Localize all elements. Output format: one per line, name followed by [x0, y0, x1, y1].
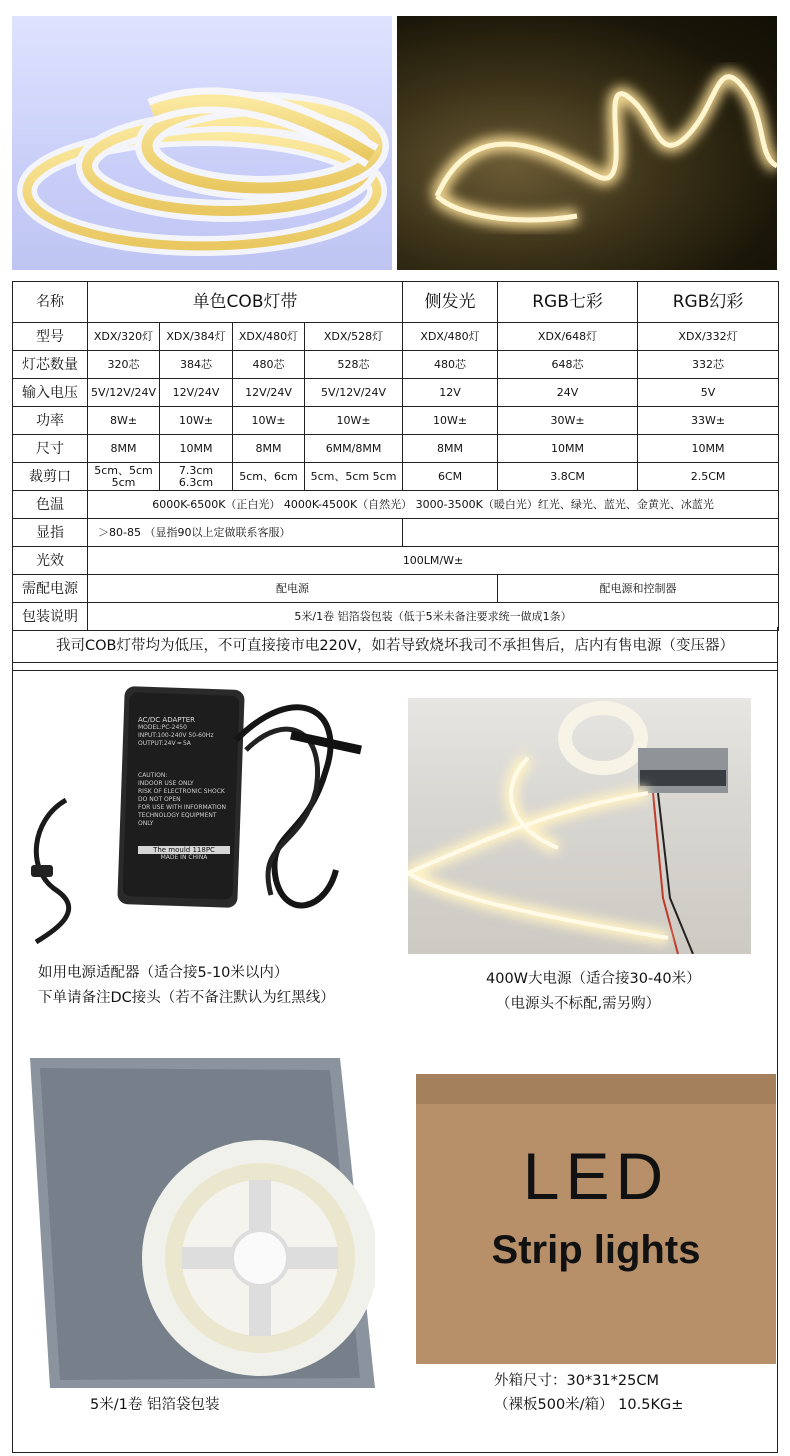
table-row-psu: [13, 575, 779, 603]
table-cell: 5V/12V/24V: [88, 379, 160, 407]
adapter-caution-line: RISK OF ELECTRONIC SHOCK: [138, 788, 225, 795]
box-text-strip-lights: Strip lights: [491, 1228, 701, 1272]
table-cell: 10MM: [638, 435, 779, 463]
adapter-caution-line: TECHNOLOGY EQUIPMENT ONLY: [138, 812, 217, 827]
table-cell: 10MM: [498, 435, 638, 463]
table-cell: XDX/648灯: [498, 323, 638, 351]
table-row-efficacy: [13, 547, 779, 575]
row-label: 输入电压: [13, 379, 88, 407]
header-side-emitting: 侧发光: [403, 282, 498, 323]
bag-illustration: [30, 1058, 375, 1388]
spec-table: [12, 281, 779, 631]
table-cell: 5V: [638, 379, 779, 407]
table-cell: XDX/480灯: [403, 323, 498, 351]
adapter-label-line: INPUT:100-240V 50-60Hz: [138, 732, 214, 739]
lit-strip-illustration: [397, 16, 777, 270]
table-cell: 12V: [403, 379, 498, 407]
table-cell: 配电源: [88, 575, 498, 603]
adapter-caution-line: INDOOR USE ONLY: [138, 780, 194, 787]
table-row-voltage: [13, 379, 779, 407]
adapter-label: [138, 716, 230, 862]
table-cell: 3.8CM: [498, 463, 638, 491]
box-text-led: LED: [522, 1139, 670, 1213]
foil-bag-reel-photo: [30, 1058, 375, 1388]
table-cell: 8MM: [233, 435, 305, 463]
adapter-label-line: AC/DC ADAPTER: [138, 716, 196, 724]
row-label: 功率: [13, 407, 88, 435]
table-cell: 10W±: [233, 407, 305, 435]
low-voltage-notice: 我司COB灯带均为低压，不可直接接市电220V，如若导致烧坏我司不承担售后，店内有售电源（变压器）: [12, 627, 778, 663]
power-adapter-photo: [26, 680, 366, 955]
table-cell: 384芯: [160, 351, 233, 379]
psu-illustration: [408, 698, 751, 954]
table-cell: 480芯: [403, 351, 498, 379]
box-caption-1: 外箱尺寸：30*31*25CM: [494, 1373, 659, 1389]
row-label: 灯芯数量: [13, 351, 88, 379]
row-label: 包装说明: [13, 603, 88, 631]
box-top-flap: [416, 1074, 776, 1104]
table-cell: 320芯: [88, 351, 160, 379]
table-cell: 7.3cm 6.3cm: [160, 463, 233, 491]
table-cell: 5V/12V/24V: [305, 379, 403, 407]
bag-caption: 5米/1卷 铝箔袋包装: [90, 1397, 220, 1413]
header-rgb-seven: RGB七彩: [498, 282, 638, 323]
table-cell: 33W±: [638, 407, 779, 435]
table-cell: 8MM: [403, 435, 498, 463]
table-cell: XDX/480灯: [233, 323, 305, 351]
cob-strip-lit-photo: [397, 16, 777, 270]
table-row-size: [13, 435, 779, 463]
table-cell: 2.5CM: [638, 463, 779, 491]
header-rgb-magic: RGB幻彩: [638, 282, 779, 323]
row-label: 尺寸: [13, 435, 88, 463]
table-header-row: [13, 282, 779, 323]
table-cell: 648芯: [498, 351, 638, 379]
psu-caption-1: 400W大电源（适合接30-40米）: [486, 971, 701, 987]
table-cell: 6MM/8MM: [305, 435, 403, 463]
row-label: 裁剪口: [13, 463, 88, 491]
cob-strip-reel-photo: [12, 16, 392, 270]
adapter-caption-1: 如用电源适配器（适合接5-10米以内）: [38, 965, 289, 981]
table-cell: 528芯: [305, 351, 403, 379]
box-caption-2: （裸板500米/箱） 10.5KG±: [494, 1397, 684, 1413]
table-cell: 480芯: [233, 351, 305, 379]
table-cell: 10W±: [305, 407, 403, 435]
psu-caption-2: （电源头不标配,需另购）: [496, 996, 661, 1012]
carton-box-photo: [416, 1074, 776, 1364]
row-label: 显指: [13, 519, 88, 547]
table-row-cut: [13, 463, 779, 491]
power-supply-photo: [408, 698, 751, 954]
table-cell: 5米/1卷 铝箔袋包装（低于5米未备注要求统一做成1条）: [88, 603, 779, 631]
table-cell: XDX/332灯: [638, 323, 779, 351]
table-cell: XDX/384灯: [160, 323, 233, 351]
cob-strip-reel-illustration: [12, 16, 392, 270]
table-row-chips: [13, 351, 779, 379]
table-cell: 6CM: [403, 463, 498, 491]
table-cell: XDX/528灯: [305, 323, 403, 351]
table-cell: 6000K-6500K（正白光） 4000K-4500K（自然光） 3000-3500K（暖白光）红光、绿光、蓝光、金黄光、冰蓝光: [88, 491, 779, 519]
adapter-made-in: MADE IN CHINA: [160, 854, 208, 861]
row-label: 型号: [13, 323, 88, 351]
adapter-caption-2: 下单请备注DC接头（若不备注默认为红黑线）: [38, 990, 335, 1006]
row-label: 需配电源: [13, 575, 88, 603]
header-mono-cob: 单色COB灯带: [88, 282, 403, 323]
adapter-label-line: MODEL:PC-2450: [138, 724, 187, 731]
table-cell: 配电源和控制器: [498, 575, 779, 603]
table-cell: 5cm、5cm 5cm: [305, 463, 403, 491]
table-cell: 10W±: [403, 407, 498, 435]
table-cell: ＞80-85 （显指90以上定做联系客服）: [88, 519, 403, 547]
table-cell: 100LM/W±: [88, 547, 779, 575]
header-name-cell: 名称: [13, 282, 88, 323]
table-cell: 10W±: [160, 407, 233, 435]
table-row-model: [13, 323, 779, 351]
table-cell: 8W±: [88, 407, 160, 435]
adapter-caution-line: CAUTION:: [138, 772, 168, 779]
table-cell: 12V/24V: [233, 379, 305, 407]
table-cell-empty: [403, 519, 779, 547]
table-cell: 5cm、5cm 5cm: [88, 463, 160, 491]
adapter-mould-badge: The mould 118PC: [138, 846, 230, 854]
adapter-caution-line: DO NOT OPEN: [138, 796, 181, 803]
table-cell: 30W±: [498, 407, 638, 435]
row-label: 色温: [13, 491, 88, 519]
row-label: 光效: [13, 547, 88, 575]
table-row-cri: [13, 519, 779, 547]
table-cell: 12V/24V: [160, 379, 233, 407]
table-cell: 332芯: [638, 351, 779, 379]
adapter-caution-line: FOR USE WITH INFORMATION: [138, 804, 226, 811]
table-cell: 10MM: [160, 435, 233, 463]
adapter-label-line: OUTPUT:24V ═ 5A: [138, 740, 191, 747]
table-row-power: [13, 407, 779, 435]
table-row-cct: [13, 491, 779, 519]
table-cell: 5cm、6cm: [233, 463, 305, 491]
table-cell: 24V: [498, 379, 638, 407]
table-cell: 8MM: [88, 435, 160, 463]
table-cell: XDX/320灯: [88, 323, 160, 351]
